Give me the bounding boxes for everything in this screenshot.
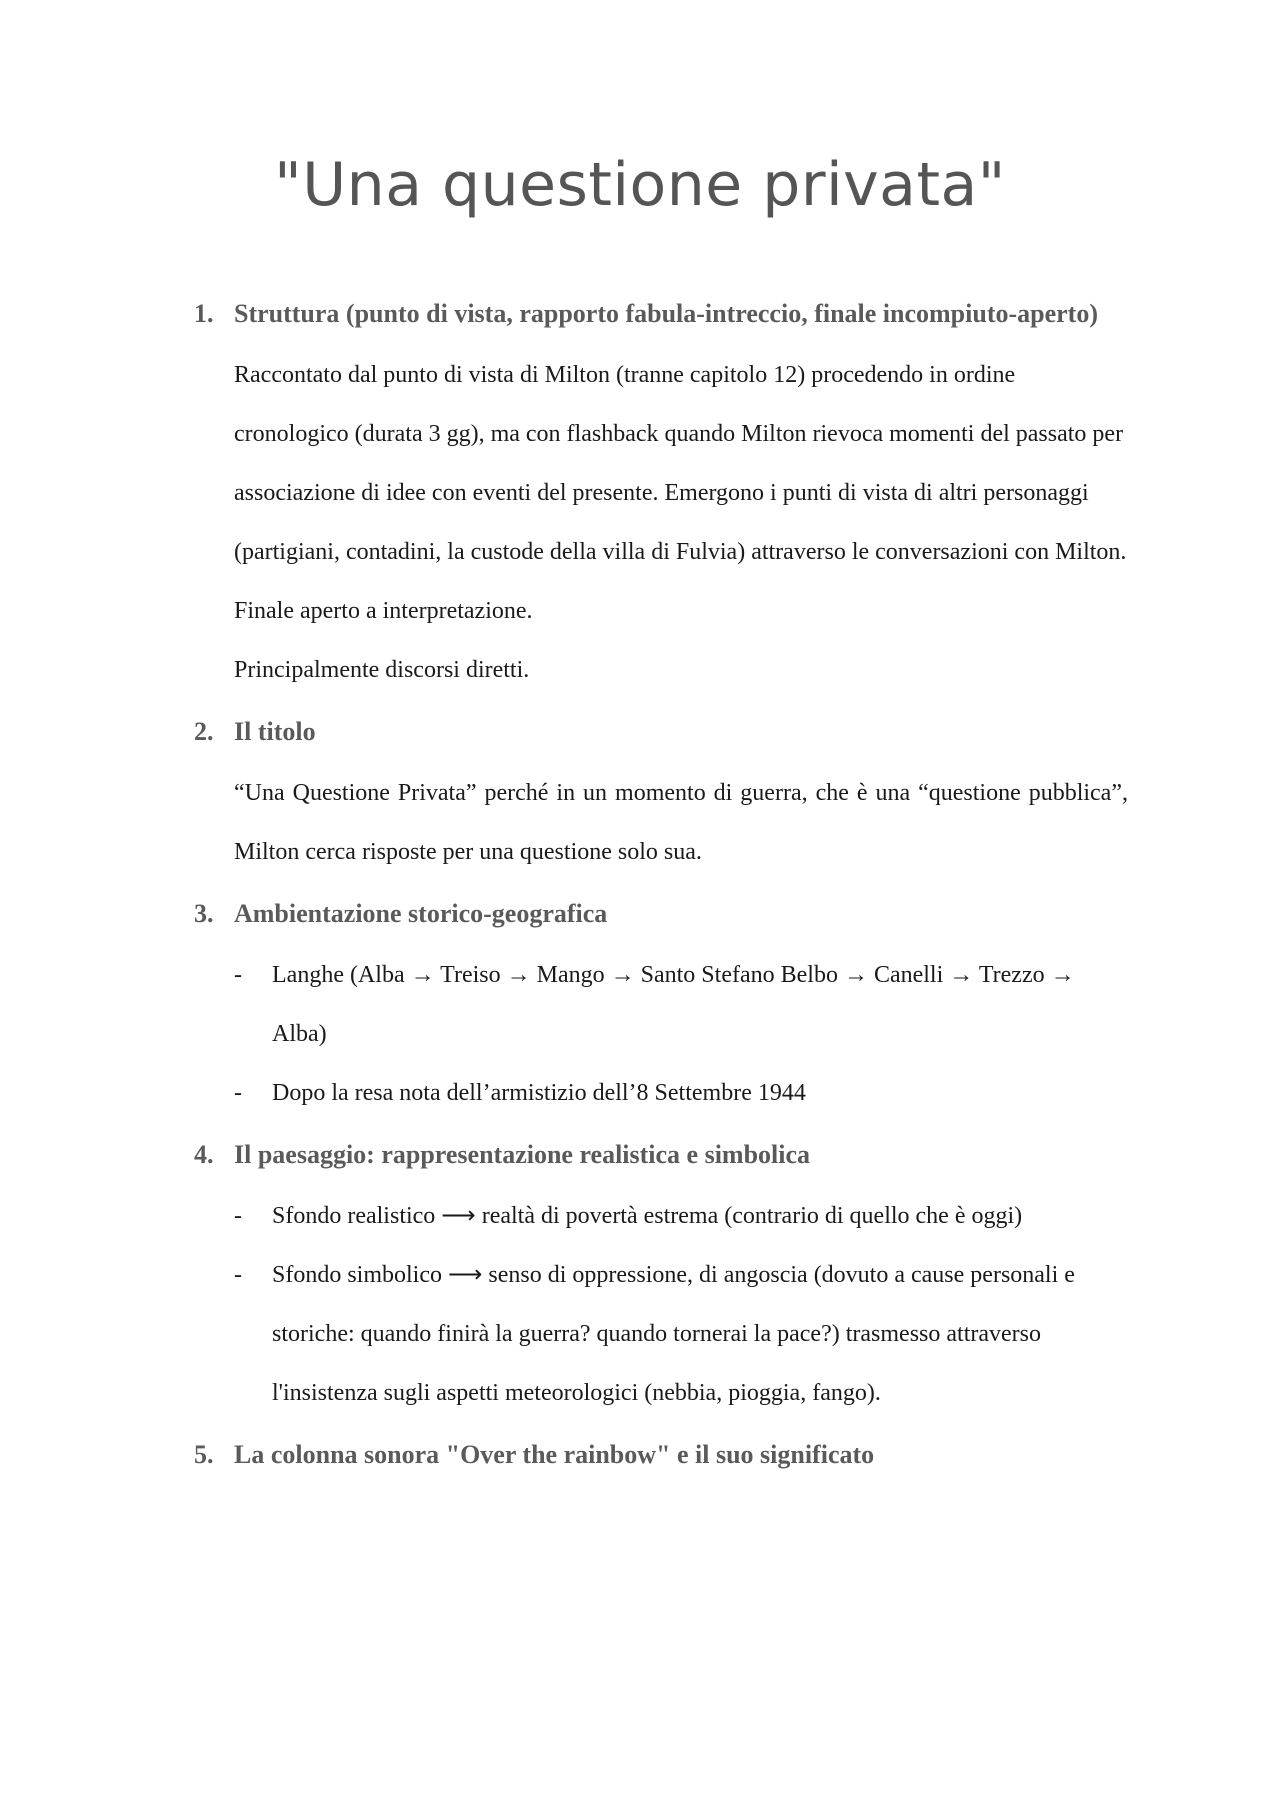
section-heading-text: Il titolo	[234, 717, 316, 746]
section-title-meaning	[192, 700, 1128, 882]
section-heading-text: La colonna sonora "Over the rainbow" e il suo significato	[234, 1440, 875, 1469]
list-item-text: Sfondo realistico ⟶ realtà di povertà estrema (contrario di quello che è oggi)	[272, 1203, 1023, 1229]
list-item	[192, 946, 1128, 1064]
section-number: 1.	[194, 299, 214, 328]
paragraph: “Una Questione Privata” perché in un momento di guerra, che è una “questione pubblica”, Milton cerca risposte per una questione solo sua.	[234, 780, 1128, 865]
bullet-marker: -	[234, 1203, 242, 1229]
section-setting	[192, 882, 1128, 1123]
paragraph: Finale aperto a interpretazione.	[234, 598, 533, 624]
document-title: "Una questione privata"	[274, 150, 1006, 220]
section-heading-text: Il paesaggio: rappresentazione realistica e simbolica	[234, 1140, 811, 1169]
paragraph: Raccontato dal punto di vista di Milton (tranne capitolo 12) procedendo in ordine cronologico (durata 3 gg), ma con flashback quando Milton rievoca momenti del passato per associazione di idee con eventi del presente. Emergono i punti di vista di altri personaggi (partigiani, contadini, la custode della villa di Fulvia) attraverso le conversazioni con Milton.	[234, 362, 1127, 565]
section-number: 2.	[194, 717, 214, 746]
section-heading	[192, 1123, 1128, 1187]
bullet-marker: -	[234, 962, 242, 988]
section-landscape	[192, 1123, 1128, 1423]
section-heading-text: Ambientazione storico-geografica	[234, 899, 608, 928]
section-structure	[192, 282, 1128, 700]
document-body	[192, 282, 1128, 1487]
bullet-marker: -	[234, 1080, 242, 1106]
list-item-text: Langhe (Alba → Treiso → Mango → Santo Stefano Belbo → Canelli → Trezzo → Alba)	[272, 962, 1075, 1047]
list-item-text: Dopo la resa nota dell’armistizio dell’8 Settembre 1944	[272, 1080, 806, 1106]
list-item	[192, 1187, 1128, 1246]
section-number: 5.	[194, 1440, 214, 1469]
section-heading-text: Struttura (punto di vista, rapporto fabula-intreccio, finale incompiuto-aperto)	[234, 299, 1098, 328]
list-item-text: Sfondo simbolico ⟶ senso di oppressione, di angoscia (dovuto a cause personali e storiche: quando finirà la guerra? quando tornerai la pace?) trasmesso attraverso l'insistenza sugli aspetti meteorologici (nebbia, pioggia, fango).	[272, 1262, 1075, 1406]
section-number: 3.	[194, 899, 214, 928]
bullet-marker: -	[234, 1262, 242, 1288]
section-heading	[192, 1423, 1128, 1487]
section-number: 4.	[194, 1140, 214, 1169]
section-soundtrack	[192, 1423, 1128, 1487]
list-item	[192, 1064, 1128, 1123]
section-heading	[192, 882, 1128, 946]
section-heading	[192, 282, 1128, 346]
paragraph: Principalmente discorsi diretti.	[234, 657, 530, 683]
section-heading	[192, 700, 1128, 764]
list-item	[192, 1246, 1128, 1423]
